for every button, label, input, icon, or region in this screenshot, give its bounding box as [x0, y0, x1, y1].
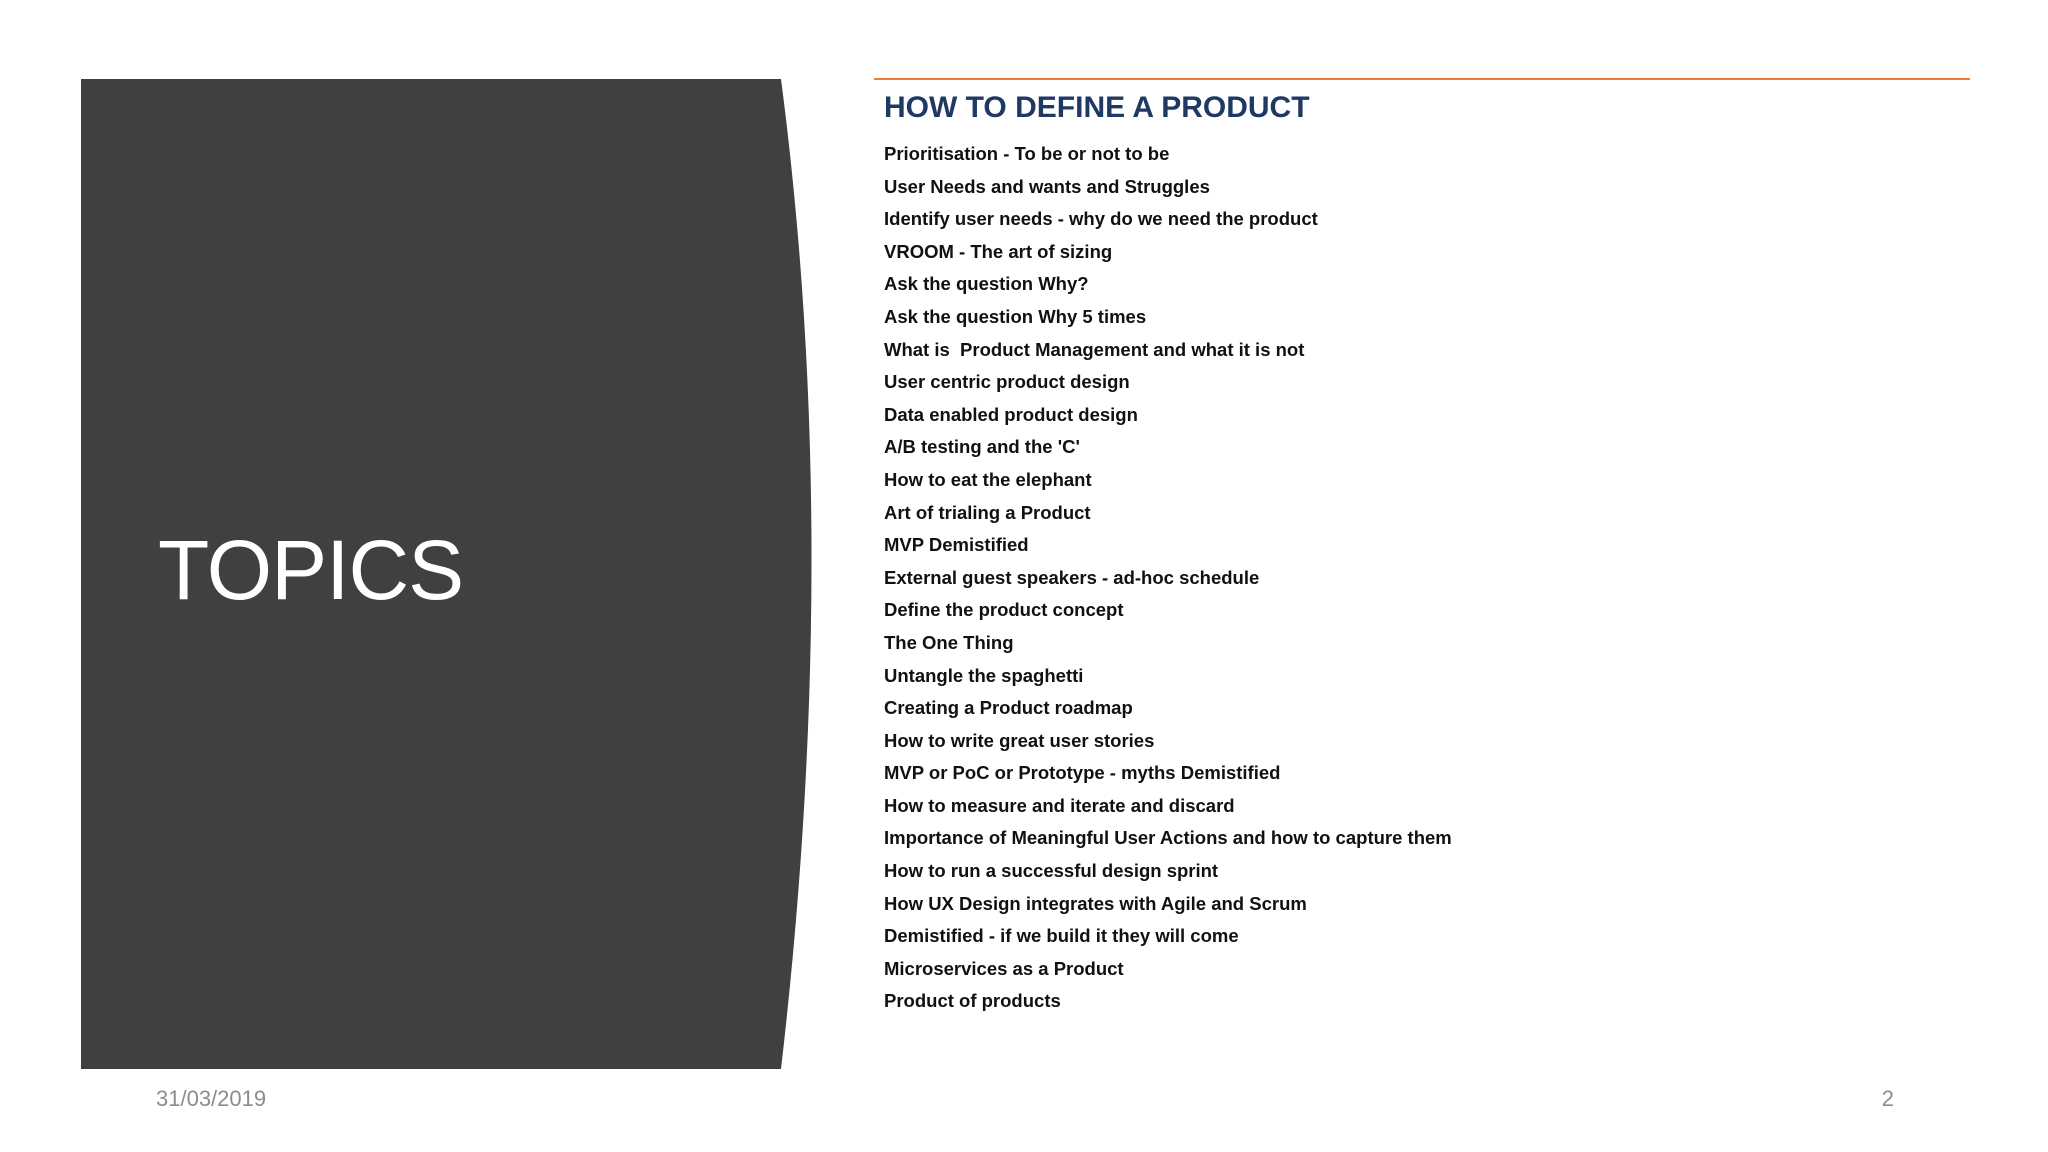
slide-title: TOPICS [158, 523, 464, 617]
topic-item: MVP Demistified [884, 534, 1029, 556]
topic-item: Demistified - if we build it they will come [884, 925, 1239, 947]
topic-item: Define the product concept [884, 599, 1124, 621]
section-heading: HOW TO DEFINE A PRODUCT [884, 91, 1310, 124]
topic-item: Prioritisation - To be or not to be [884, 143, 1170, 164]
topic-item: Importance of Meaningful User Actions and how to capture them [884, 827, 1452, 849]
topic-item: How UX Design integrates with Agile and Scrum [884, 892, 1307, 914]
topic-item: The One Thing [884, 631, 1014, 653]
topic-item: Microservices as a Product [884, 957, 1124, 979]
topic-item: MVP or PoC or Prototype - myths Demistified [884, 762, 1281, 784]
topic-item: What is Product Management and what it is not [884, 338, 1305, 360]
topic-item: How to eat the elephant [884, 468, 1092, 490]
footer-date: 31/03/2019 [156, 1086, 267, 1111]
topic-item: How to measure and iterate and discard [884, 794, 1235, 816]
topic-list [884, 138, 1452, 1018]
topic-item: Art of trialing a Product [884, 501, 1091, 523]
topic-item: User centric product design [884, 371, 1130, 393]
topic-item: Creating a Product roadmap [884, 697, 1133, 719]
topic-item: A/B testing and the 'C' [884, 436, 1080, 458]
topic-item: Untangle the spaghetti [884, 664, 1084, 686]
topic-item: Identify user needs - why do we need the product [884, 208, 1318, 230]
accent-divider [874, 78, 1970, 80]
topic-item: Ask the question Why 5 times [884, 305, 1147, 327]
topic-item: External guest speakers - ad-hoc schedule [884, 566, 1260, 588]
page-number: 2 [1881, 1086, 1894, 1111]
topic-item: User Needs and wants and Struggles [884, 175, 1210, 197]
topic-item: How to run a successful design sprint [884, 860, 1219, 882]
topic-item: Ask the question Why? [884, 273, 1089, 295]
topic-item: Data enabled product design [884, 403, 1138, 425]
topic-item: VROOM - The art of sizing [884, 240, 1113, 262]
topic-item: Product of products [884, 990, 1061, 1012]
topic-item: How to write great user stories [884, 729, 1155, 751]
